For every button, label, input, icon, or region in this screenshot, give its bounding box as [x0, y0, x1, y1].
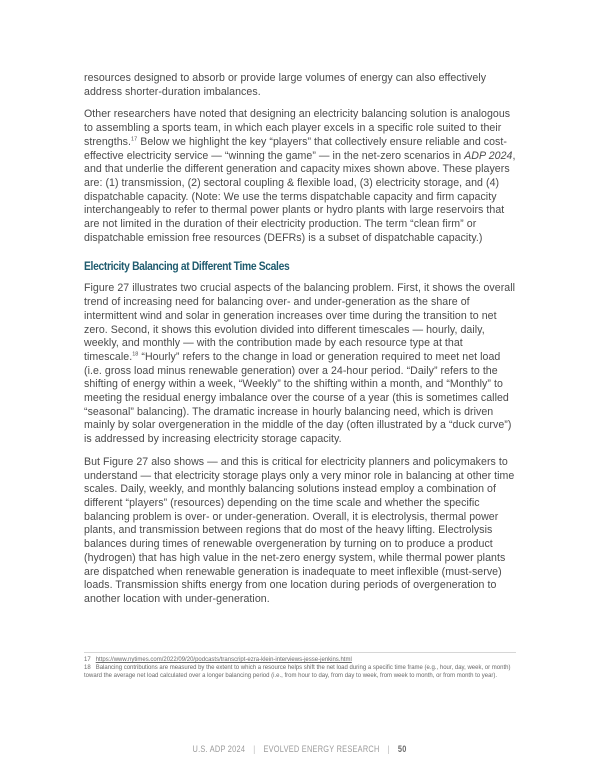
report-title-italic: ADP 2024: [464, 149, 513, 162]
paragraph-text: , and that underlie the different generation and capacity mixes shown above. These players are: (1) transmission, (2) sectoral coupling & flexible load, (3) electricity storage, and (4) dispatchable capacity. (Note: We use the terms dispatchable capacity and firm capacity interchangeably to refer to thermal power plants or hydro plants with large reservoirs that are not limited in the duration of their electricity production. The term “clean firm” or dispatchable emission free resources (DEFRs) is a subset of dispatchable capacity.): [84, 149, 516, 244]
footnote-number: 18: [84, 665, 91, 671]
paragraph-storage-role: But Figure 27 also shows — and this is critical for electricity planners and policymakers to understand — that electricity storage plays only a very minor role in balancing at other time scales. Daily, weekly, and monthly balancing solutions instead employ a combination of different “players” (resources) depending on the time scale and whether the specific balancing problem is over- or under-generation. Overall, it is electrolysis, thermal power plants, and transmission between regions that do most of the heavy lifting. Electrolysis balances during times of renewable overgeneration by turning on to produce a product (hydrogen) that has high value in the net-zero energy system, while thermal power plants are dispatched when renewable generation is inadequate to meet inflexible (must-serve) loads. Transmission shifts energy from one location during periods of overgeneration to another location with under-generation.: [84, 455, 515, 605]
paragraph-intro-continuation: resources designed to absorb or provide large volumes of energy can also effectively address shorter-duration imbalances.: [84, 72, 487, 98]
paragraph-text: Other researchers have noted that designing an electricity balancing solution is analogous to assembling a sports team, in which each player excels in a specific role suited to their strengths.: [84, 108, 511, 148]
footer-organization: EVOLVED ENERGY RESEARCH: [263, 744, 381, 754]
footnote-number: 17: [84, 657, 91, 663]
page-number: 50: [398, 744, 408, 754]
footnotes: [84, 656, 520, 680]
footer-separator: |: [388, 744, 391, 754]
page-body: [84, 72, 520, 616]
footnote-17: [84, 656, 520, 664]
paragraph-balancing-players: [84, 108, 520, 245]
paragraph-text: Figure 27 illustrates two crucial aspects of the balancing problem. First, it shows the overall trend of increasing need for balancing over- and under-generation as the share of intermittent wind and solar in generation increases over time during the transition to net zero. Second, it shows this evolution divided into different timescales — hourly, daily, weekly, and monthly — with the contribution made by each resource type at that timescale.: [84, 282, 516, 363]
section-heading: Electricity Balancing at Different Time Scales: [84, 259, 290, 274]
footer-report-title: U.S. ADP 2024: [192, 744, 246, 754]
footnote-link[interactable]: https://www.nytimes.com/2022/09/20/podcasts/transcript-ezra-klein-interviews-jesse-jenkins.html: [95, 657, 352, 663]
paragraph-figure-27: [84, 282, 520, 446]
paragraph-text: “Hourly” refers to the change in load or generation required to meet net load (i.e. gross load minus renewable generation) over a 24-hour period. “Daily” refers to the shifting of energy within a week, “Weekly” to the shifting within a month, and “Monthly” to meeting the residual energy imbalance over the course of a year (this is sometimes called “seasonal” balancing). The dramatic increase in hourly balancing need, which is driven mainly by solar overgeneration in the middle of the day (often illustrated by a “duck curve”) is addressed by increasing electricity storage capacity.: [84, 350, 512, 446]
page-footer: [0, 744, 600, 754]
footer-separator: |: [253, 744, 256, 754]
footnote-divider: [84, 652, 516, 653]
paragraph-text: Below we highlight the key “players” that collectively ensure reliable and cost-effective electricity service — “winning the game” — in the net-zero scenarios in: [84, 135, 507, 162]
footnote-18: [84, 664, 520, 680]
footnote-ref-17[interactable]: 17: [131, 136, 138, 143]
footnote-ref-18[interactable]: 18: [132, 351, 139, 358]
footnote-text: Balancing contributions are measured by the extent to which a resource helps shift the net load during a specific time frame (e.g., hour, day, week, or month) toward the average net load calculated over a longer balancing period (i.e., from hour to day, from day to week, from week to month, or from month to year).: [84, 665, 511, 679]
